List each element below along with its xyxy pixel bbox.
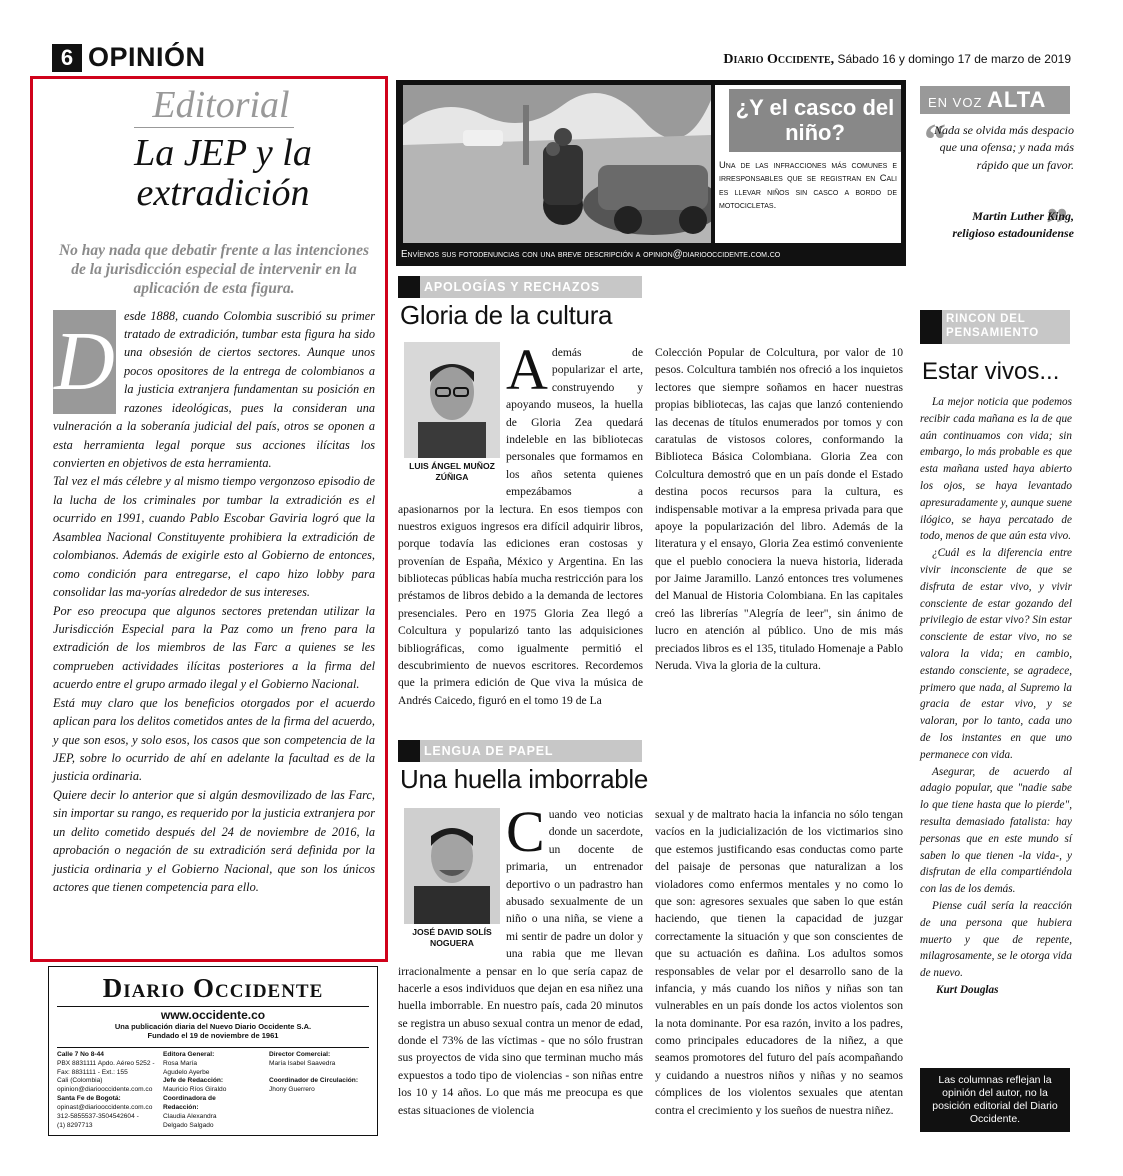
- rincon-title: Estar vivos...: [922, 358, 1060, 385]
- header-square: [398, 740, 420, 762]
- section-header-rincon: [920, 310, 1070, 344]
- rincon-paragraph: Asegurar, de acuerdo al adagio popular, que "nadie sabe lo que tiene hasta que lo pierde", resulta demasiado fatalista: hay personas que en este mundo sí saben lo que tienen -la vida-, y disfrutan de ella compartiéndola con las de los demás.: [920, 765, 1072, 896]
- credit-line: Claudia Alexandra: [163, 1112, 217, 1120]
- article-title: Una huella imborrable: [400, 764, 649, 794]
- credit-line: Director Comercial:: [269, 1050, 331, 1058]
- masthead-url[interactable]: www.occidente.co: [160, 1008, 266, 1022]
- editorial-paragraph: Por eso preocupa que algunos sectores pretendan utilizar la Jurisdicción Especial para la Paz como un freno para la extradición de los miembros de las Farc a quienes se les comprueben actividades ilícitas posteriores a la firma del acuerdo entre el grupo armado ilegal y el Gobierno Nacional.: [53, 603, 375, 692]
- voz-label-big: ALTA: [987, 87, 1047, 112]
- article-column-2: Colección Popular de Colcultura, por valor de 10 pesos. Colcultura también nos ofreció a los inquietos lectores que siempre soñamos en hacer nuestras propias bibliotecas, las cajas que lanzó conteniendo las decenas de títulos enumerados por tomos y con caratulas de vistosos colores, conformando la Biblioteca Básica Colombiana. Gloria Zea con Colcultura demostró que en un país donde el Estado destina pocos recursos para la cultura, es indispensable motivar a la empresa privada para que apoye la popularización del libro. Además de la literatura y el ensayo, Gloria Zea estimó conveniente que el pueblo conociera la nueva historia, liderada por Jaime Jaramillo. Lanzó entonces tres volumenes del Manual de Historia Colombiana. En las capitales creó las librerías "Alegría de leer", sin ánimo de lucro en atención al público. Uno de mis más preciados libros es el 135, titulado Homenaje a Pablo Neruda. Viva la gloria de la cultura.: [655, 346, 903, 673]
- disclaimer-box: Las columnas reflejan la opinión del autor, no la posición editorial del Diario Occidente.: [920, 1068, 1070, 1132]
- author-name: JOSÉ DAVID SOLÍS NOGUERA: [412, 927, 492, 948]
- section-title: OPINIÓN: [88, 42, 206, 72]
- rincon-author: Kurt Douglas: [936, 983, 999, 996]
- photo-submit-bar: Envíenos sus fotodenuncias con una breve descripción a opinion@diariooccidente.com.co: [401, 249, 781, 260]
- credits-commercial: [269, 1051, 369, 1131]
- credits-contact: [57, 1051, 157, 1131]
- credit-line: Mauricio Ríos Giraldo: [163, 1086, 227, 1094]
- credit-line: Agudelo Ayerbe: [163, 1068, 210, 1076]
- credit-line: 312-5855537-3504542604 -: [57, 1112, 139, 1120]
- credit-line: Coordinador de Circulación:: [269, 1077, 359, 1085]
- credit-line: Santa Fe de Bogotá:: [57, 1095, 121, 1103]
- credit-line: opinast@diariooccidente.com.co: [57, 1104, 153, 1112]
- section-label: LENGUA DE PAPEL: [424, 744, 554, 758]
- credit-line: Coordinadora de: [163, 1095, 216, 1103]
- masthead-founded: Fundado el 19 de noviembre de 1961: [147, 1031, 279, 1041]
- editorial-paragraph: Está muy claro que los beneficios otorgados por el acuerdo aplican para los delitos cometidos antes de la firma del acuerdo, y que son esos, y solo esos, los casos que son competencia de la JEP, sobre lo ocurrido de ahí en adelante la facultad es de la justicia ordinaria.: [53, 695, 375, 784]
- rincon-paragraph: Piense cuál sería la reacción de una persona que hubiera muerto y que de repente, milagrosamente, se le otorga vida de nuevo.: [920, 899, 1072, 980]
- credit-line: Fax: 8831111 - Ext.: 155: [57, 1068, 128, 1076]
- dateline: [723, 52, 1071, 68]
- close-quote-icon: ”: [1046, 199, 1068, 248]
- credit-line: (1) 8297713: [57, 1121, 93, 1129]
- credit-line: [269, 1069, 369, 1078]
- credit-line: Redacción:: [163, 1104, 199, 1112]
- editorial-body: [53, 307, 375, 897]
- article-text: demás de popularizar el arte, construyendo y apoyando museos, la huella de Gloria Zea quedará indeleble en las bibliotecas personales que formamos en los años setenta quienes empezábamos a apasionarnos por la lectura. En esos tiempos con nuestros exiguos ingresos era difícil adquirir libros, porque todavía las ediciones eran costosas y provenían de España, México y Argentina. En las bibliotecas públicas había mucha restricción para los préstamos de libros debido a la demanda de lectores presenciales. Pero en 1975 Gloria Zea llegó a Colcultura y popularizó tanto las adquisiciones bibliográficas, como igualmente permitió el descubrimiento de nuevos escritores. Recordemos que la primera edición de Que viva la música de Andrés Caicedo, figuró en el tomo 19 de La: [398, 346, 643, 707]
- section-header-lengua: [398, 740, 642, 762]
- author-spacer: [398, 344, 506, 486]
- paper-name: Diario Occidente,: [723, 52, 835, 67]
- article-text: uando veo noticias donde un sacerdote, un docente de primaria, un entrenador deportivo o un padrastro han abusado sexualmente de un niño o una niña, se viene a mi sentir de padre un dolor y una rabia que me llevan irracionalmente a pensar en lo que sería capaz de hacerle a esos individuos que dejan en esa niñez una huella imborrable. En nuestro país, cada 20 minutos se registra un abuso sexual contra un menor de edad, donde el 73% de las víctimas - que no sólo frustran sus proyectos de vida sino que terminan mucho más expuestos a todo tipo de violencias - son niñas entre los 10 y 14 años. Lo que más me preocupa es que estas situaciones de violencia: [398, 808, 643, 1117]
- voz-author-desc: religioso estadounidense: [952, 226, 1074, 241]
- article-column-1: [398, 799, 643, 1136]
- rincon-paragraph: ¿Cuál es la diferencia entre vivir inconsciente de que se disfruta de estar vivo, y vivir consciente de estar gozando del privilegio de estar vivo? Sin estar consciente de estar vivo, no se valora la vida; en cambio, estando consciente, se agradece, primero que nada, al Supremo la gracia de estar vivo, y se valoran, por lo tanto, cada uno de los instantes en que uno permanece con vida.: [920, 547, 1072, 761]
- author-name: LUIS ÁNGEL MUÑOZ ZÚÑIGA: [409, 461, 495, 482]
- section-header-apologias: [398, 276, 642, 298]
- editorial-subtitle: No hay nada que debatir frente a las intenciones de la jurisdicción especial de intervenir en la aplicación de esta figura.: [58, 241, 369, 297]
- credit-line: Cali (Colombia): [57, 1077, 103, 1085]
- section-label: RINCON DEL PENSAMIENTO: [946, 313, 1039, 340]
- rincon-paragraph: La mejor noticia que podemos recibir cada mañana es la de que aún continuamos con vida; sin embargo, lo más probable es que esta mañana usted haya abierto los ojos, se haya levantado apresuradamente y, aunque suene ilógico, se haya percatado de todo, menos de que aún esta vivo.: [920, 396, 1072, 543]
- photo-caption-panel: [715, 85, 901, 243]
- voz-quote: Nada se olvida más despacio que una ofensa; y nada más rápido que un favor.: [934, 123, 1074, 172]
- article-title: Gloria de la cultura: [400, 300, 613, 330]
- editorial-column: [30, 76, 388, 962]
- editorial-paragraph: esde 1888, cuando Colombia suscribió su primer tratado de extradición, tumbar esta figura ha sido una obsesión de ciertos sectores. Aunque unos pocos opositores de la entrega de colombianos a la justicia extranjera fundamentan su posición en razones ideológicas, pues la consideran una vulneración a la soberanía judicial del país, otros se oponen a esta herramienta legal porque sus acciones ilícitas los convierten en objetivos de esta herramienta.: [53, 308, 375, 470]
- rincon-body: [920, 394, 1072, 999]
- editorial-title: La JEP y la extradición: [134, 132, 312, 214]
- credit-line: Jefe de Redacción:: [163, 1077, 224, 1085]
- header-square: [920, 310, 942, 344]
- article-column-2: sexual y de maltrato hacia la infancia no sólo tengan vacíos en la judicialización de los victimarios sino que estemos justificando esas conductas como parte del paisaje de personas que naturalizan a los violadores como enfermos mentales y no como lo que son: agresores sexuales que saben lo que están haciendo, que tienen la capacidad de juzgar correctamente la situación y que son conscientes de que su actuación es dañina. Los adultos somos responsables de velar por el desarrollo sano de la infancia, y más cuando los niños y niñas son tan vulnerables en un país donde los actos violentos son la nota dominante. Por esa razón, invito a los padres, como principales educadores de la niñez, a que seamos promotores del futuro del país acompañando y cuidando a nuestros niños y niñas y no seamos cómplices de los violentos sexuales que atentan contra el crecimiento y los sueños de nuestra niñez.: [655, 808, 903, 1117]
- street-photo: [403, 85, 711, 243]
- kicker-rule: [134, 127, 294, 128]
- masthead-name: Diario Occidente: [57, 973, 369, 1007]
- editorial-paragraph: Tal vez el más célebre y al mismo tiempo vergonzoso episodio de la lucha de los criminales por tumbar la extradición es el ocurrido en 1991, cuando Pablo Escobar Gaviria logró que la Asamblea Nacional Constituyente prohibiera la extradición de colombianos. Además de exigirle esto al Gobierno de entonces, como condición para entregarse, el capo hizo lobby para consolidar las ma-yorías alrededor de sus intereses.: [53, 474, 375, 600]
- credit-line: PBX 8831111 Apdo. Aéreo 5252 -: [57, 1059, 155, 1067]
- editorial-kicker: Editorial: [152, 84, 290, 126]
- header-square: [398, 276, 420, 298]
- credit-line: Delgado Salgado: [163, 1121, 214, 1129]
- credit-line: Editora General:: [163, 1050, 215, 1058]
- photo-question: ¿Y el casco del niño?: [729, 89, 901, 152]
- credit-line: Jhony Guerrero: [269, 1086, 315, 1094]
- editorial-paragraph: Quiere decir lo anterior que si algún desmovilizado de las Farc, sin importar su rango, es requerido por la justicia extranjera por un delito cometido después del 24 de noviembre de 2016, la aprobación o negación de su extradición será definida por la justicia ordinaria y el Gobierno Nacional, que son los únicos actores que tienen competencia para ello.: [53, 787, 375, 895]
- credit-line: Rosa María: [163, 1059, 198, 1067]
- open-quote-icon: “: [924, 115, 946, 164]
- article-column-1: [398, 337, 643, 720]
- author-spacer: [398, 806, 506, 954]
- article-dropcap: C: [506, 799, 545, 864]
- credit-line: opinion@diariooccidente.com.co: [57, 1086, 153, 1094]
- credit-line: Calle 7 No 8-44: [57, 1050, 104, 1058]
- article-dropcap: A: [506, 337, 548, 402]
- credits-editorial: [163, 1051, 263, 1131]
- section-label: APOLOGÍAS Y RECHAZOS: [424, 280, 600, 294]
- masthead-box: [48, 966, 378, 1136]
- voz-label-small: EN VOZ: [928, 95, 983, 110]
- voz-author-name: Martin Luther King,: [972, 209, 1074, 223]
- voz-author: [928, 208, 1074, 243]
- credit-line: María Isabel Saavedra: [269, 1059, 336, 1067]
- editorial-dropcap: D: [53, 310, 116, 414]
- masthead-publisher: Una publicación diaria del Nuevo Diario Occidente S.A.: [114, 1022, 312, 1031]
- page-number: 6: [52, 44, 82, 72]
- masthead-credits: [57, 1047, 369, 1131]
- issue-date: Sábado 16 y domingo 17 de marzo de 2019: [834, 52, 1071, 66]
- en-voz-alta-header: [920, 86, 1070, 114]
- photo-caption-text: Una de las infracciones más comunes e irresponsables que se registran en Cali es llevar niños sin casco a bordo de motocicletas.: [719, 158, 897, 211]
- photo-report-box: [396, 80, 906, 266]
